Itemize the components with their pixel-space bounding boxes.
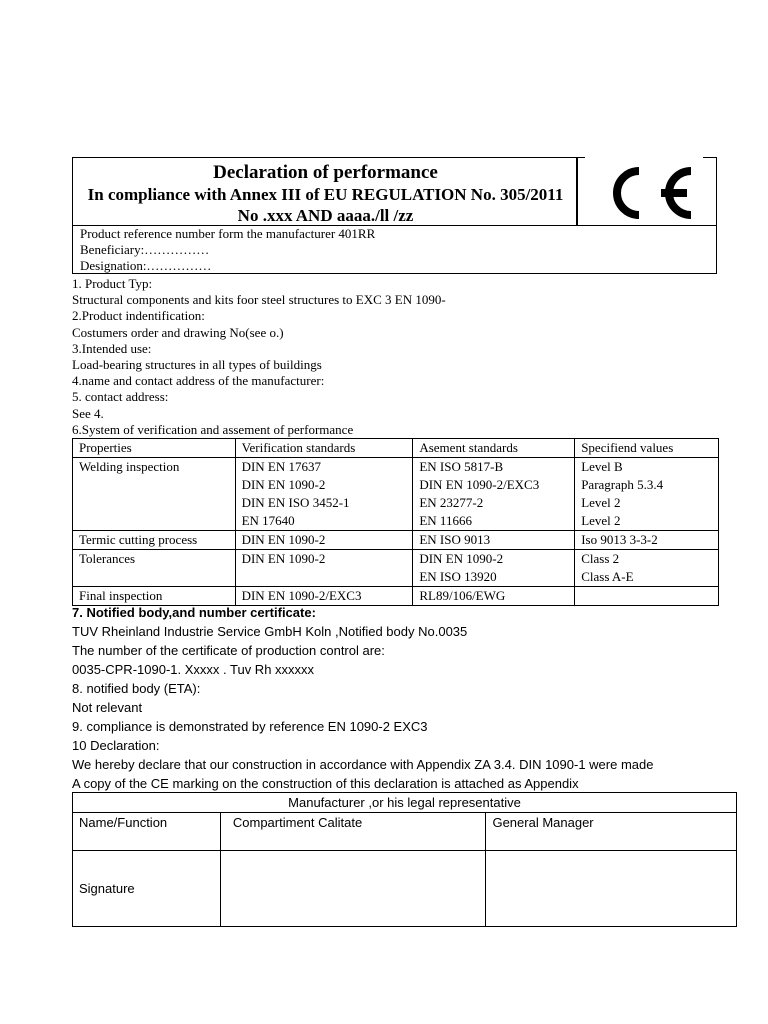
- document-title: Declaration of performance: [213, 162, 438, 183]
- section-10-title: 10 Declaration:: [72, 738, 160, 753]
- section-10-body-1: We hereby declare that our construction in accordance with Appendix ZA 3.4. DIN 1090-1 were made: [72, 757, 654, 772]
- ce-mark-frame: [577, 157, 717, 225]
- assessment-cell: [413, 550, 575, 587]
- section-7-title: 7. Notified body,and number certificate:: [72, 605, 316, 620]
- signature-caption: Manufacturer ,or his legal representative: [73, 793, 737, 813]
- table-row: [73, 458, 719, 531]
- section-1-title: 1. Product Typ:: [72, 276, 153, 291]
- signature-label: Signature: [73, 851, 221, 927]
- section-9: 9. compliance is demonstrated by reference EN 1090-2 EXC3: [72, 719, 428, 734]
- table-row: [73, 531, 719, 550]
- document-subtitle-number: No .xxx AND aaaa./ll /zz: [237, 206, 414, 225]
- column-header: Asement standards: [413, 439, 575, 458]
- section-8-body: Not relevant: [72, 700, 143, 715]
- cell-line: Class 2: [581, 551, 620, 566]
- cell-line: EN ISO 5817-B: [419, 459, 504, 474]
- cell-line: Iso 9013 3-3-2: [581, 532, 658, 547]
- cell-line: DIN EN 1090-2: [419, 551, 504, 566]
- property-cell: Tolerances: [73, 550, 236, 587]
- section-2-body: Costumers order and drawing No(see o.): [72, 325, 284, 340]
- section-3-title: 3.Intended use:: [72, 341, 152, 356]
- section-3-body: Load-bearing structures in all types of buildings: [72, 357, 322, 372]
- certificate-number: 0035-CPR-1090-1. Xxxxx . Tuv Rh xxxxxx: [72, 662, 315, 677]
- assessment-cell: [413, 458, 575, 531]
- cell-line: DIN EN 1090-2: [241, 551, 326, 566]
- cell-line: EN 23277-2: [419, 495, 484, 510]
- cell-line: EN 17640: [241, 513, 295, 528]
- values-cell: [575, 531, 719, 550]
- cell-line: Paragraph 5.3.4: [581, 477, 664, 492]
- name-function-row: [73, 813, 737, 851]
- column-header: Properties: [73, 439, 236, 458]
- table-row: [73, 550, 719, 587]
- values-cell: [575, 550, 719, 587]
- column-header: Specifiend values: [575, 439, 719, 458]
- verification-cell: [235, 458, 413, 531]
- section-10-body-2: A copy of the CE marking on the construction of this declaration is attached as Appendix: [72, 776, 579, 791]
- declaration-header: [72, 157, 717, 274]
- cell-line: EN ISO 9013: [419, 532, 491, 547]
- table-header-row: [73, 439, 719, 458]
- cell-line: Level 2: [581, 495, 621, 510]
- values-cell: [575, 587, 719, 606]
- section-7-body: TUV Rheinland Industrie Service GmbH Koln ,Notified body No.0035: [72, 624, 468, 639]
- designation: Designation:……………: [80, 258, 212, 273]
- section-5-body: See 4.: [72, 406, 104, 421]
- document-subtitle-regulation: In compliance with Annex III of EU REGULATION No. 305/2011: [87, 185, 564, 204]
- beneficiary: Beneficiary:……………: [80, 242, 210, 257]
- cell-line: EN 11666: [419, 513, 472, 528]
- section-6-title: 6.System of verification and assement of performance: [72, 422, 354, 437]
- section-4-title: 4.name and contact address of the manufacturer:: [72, 373, 325, 388]
- property-cell: Welding inspection: [73, 458, 236, 531]
- assessment-cell: [413, 531, 575, 550]
- property-cell: Termic cutting process: [73, 531, 236, 550]
- cell-line: EN ISO 13920: [419, 569, 497, 584]
- cell-line: RL89/106/EWG: [419, 588, 506, 603]
- cell-line: Level 2: [581, 513, 621, 528]
- verification-cell: [235, 531, 413, 550]
- signature-field-manager: [486, 851, 737, 927]
- column-header: Verification standards: [235, 439, 413, 458]
- signature-row: [73, 851, 737, 927]
- section-2-title: 2.Product indentification:: [72, 308, 205, 323]
- section-5-title: 5. contact address:: [72, 389, 169, 404]
- verification-cell: [235, 550, 413, 587]
- cell-line: Class A-E: [581, 569, 634, 584]
- section-1-body: Structural components and kits foor steel structures to EXC 3 EN 1090-: [72, 292, 446, 307]
- property-cell: Final inspection: [73, 587, 236, 606]
- header-title-area: [72, 157, 577, 225]
- cell-line: DIN EN ISO 3452-1: [241, 495, 350, 510]
- signature-field-department: [220, 851, 486, 927]
- signature-caption-row: [73, 793, 737, 813]
- signature-table: [72, 792, 737, 927]
- product-info-box: [72, 225, 717, 274]
- department-cell: Compartiment Calitate: [220, 813, 486, 851]
- assessment-cell: [413, 587, 575, 606]
- values-cell: [575, 458, 719, 531]
- section-8-title: 8. notified body (ETA):: [72, 681, 201, 696]
- cell-line: DIN EN 1090-2: [241, 532, 326, 547]
- ce-mark-icon: [591, 159, 701, 225]
- cell-line: DIN EN 1090-2/EXC3: [419, 477, 540, 492]
- name-function-label: Name/Function: [73, 813, 221, 851]
- cell-line: DIN EN 1090-2: [241, 477, 326, 492]
- product-reference: Product reference number form the manufacturer 401RR: [80, 226, 376, 241]
- cell-line: DIN EN 17637: [241, 459, 321, 474]
- certificate-title: The number of the certificate of production control are:: [72, 643, 385, 658]
- role-cell: General Manager: [486, 813, 737, 851]
- cell-line: Level B: [581, 459, 623, 474]
- cell-line: DIN EN 1090-2/EXC3: [241, 588, 362, 603]
- performance-table: [72, 438, 719, 606]
